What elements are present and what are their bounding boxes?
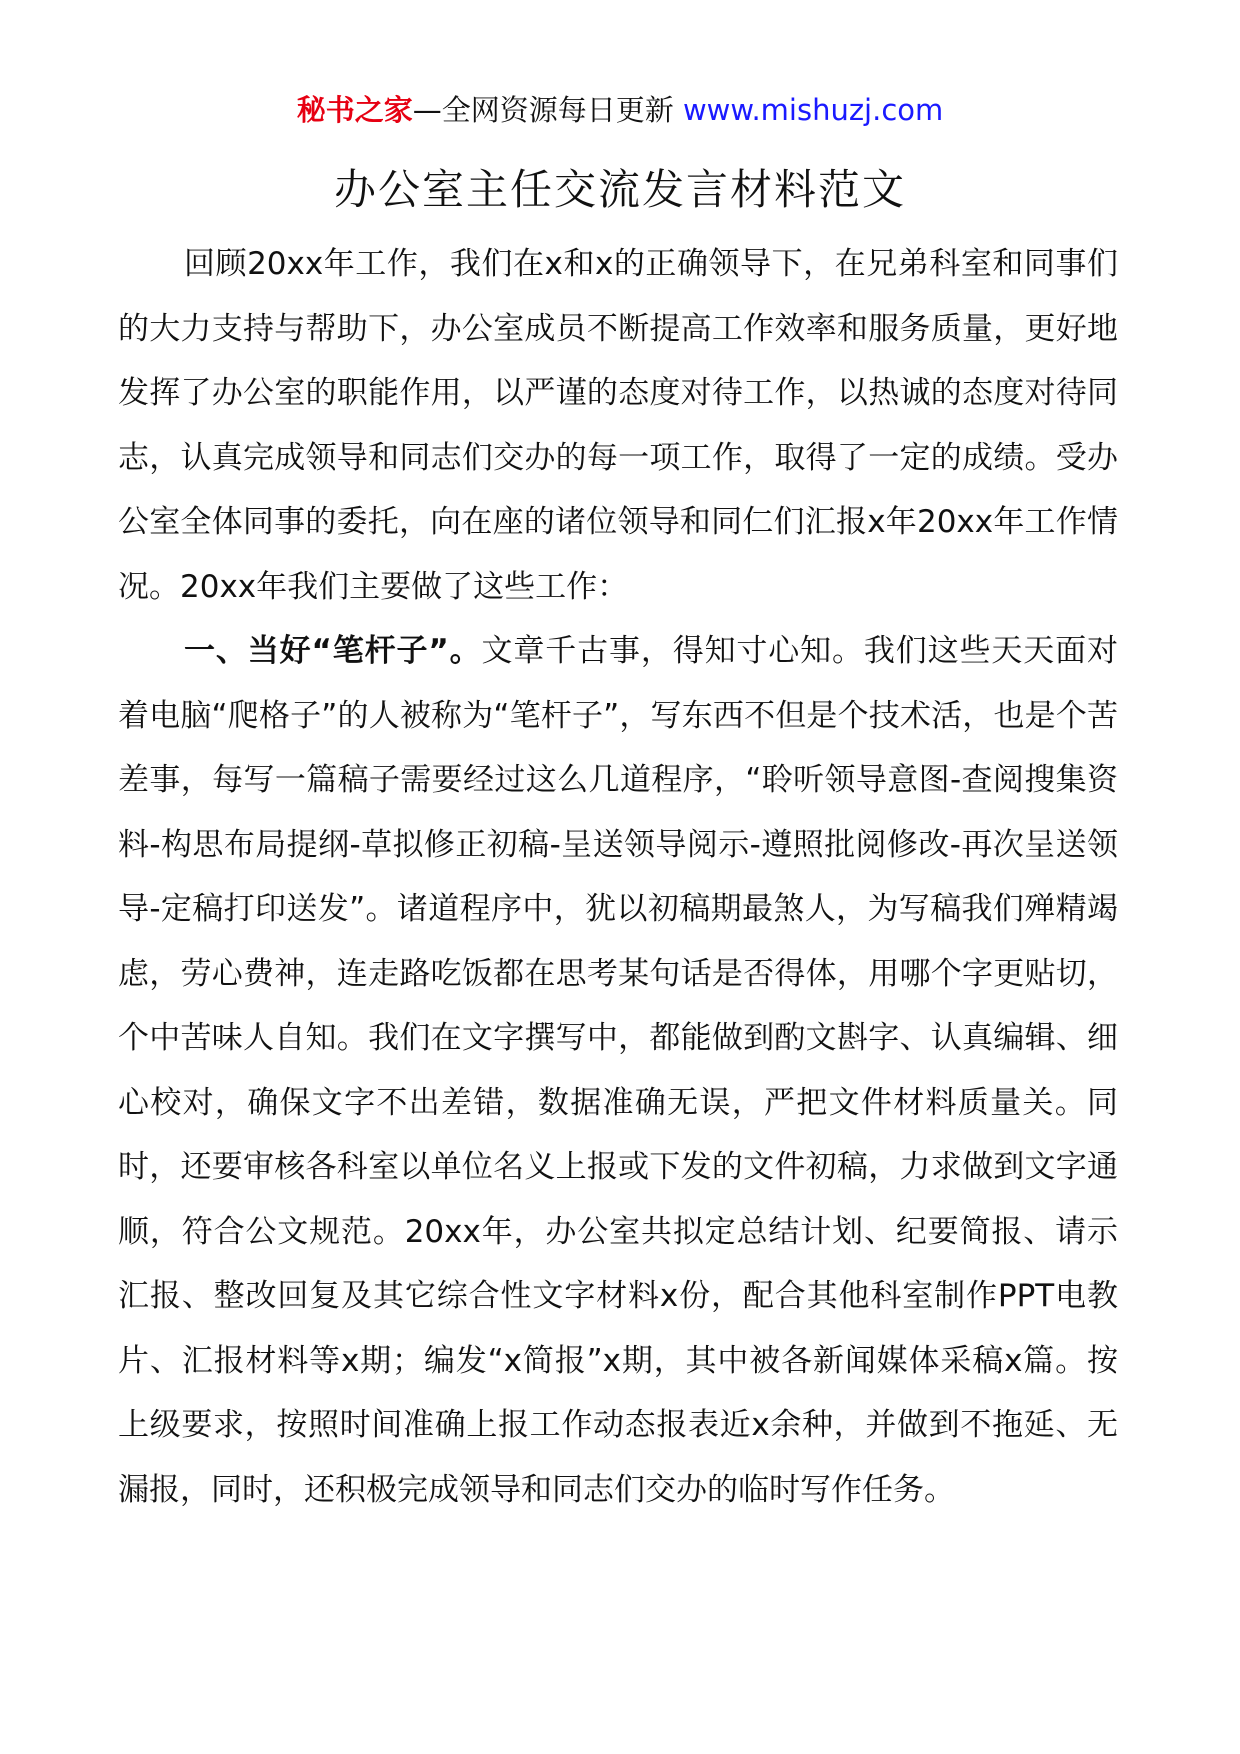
site-url-link[interactable]: www.mishuzj.com: [682, 93, 944, 127]
document-body: [118, 232, 1118, 1522]
intro-paragraph: 回顾20xx年工作，我们在x和x的正确领导下，在兄弟科室和同事们的大力支持与帮助下，办公室成员不断提高工作效率和服务质量，更好地发挥了办公室的职能作用，以严谨的态度对待工作，以热诚的态度对待同志，认真完成领导和同志们交办的每一项工作，取得了一定的成绩。受办公室全体同事的委托，向在座的诸位领导和同仁们汇报x年20xx年工作情况。20xx年我们主要做了这些工作：: [118, 246, 1118, 605]
section-1-text: 文章千古事，得知寸心知。我们这些天天面对着电脑“爬格子”的人被称为“笔杆子”，写东西不但是个技术活，也是个苦差事，每写一篇稿子需要经过这么几道程序，“聆听领导意图-查阅搜集资料-构思布局提纲-草拟修正初稿-呈送领导阅示-遵照批阅修改-再次呈送领导-定稿打印送发”。诸道程序中，犹以初稿期最煞人，为写稿我们殚精竭虑，劳心费神，连走路吃饭都在思考某句话是否得体，用哪个字更贴切，个中苦味人自知。我们在文字撰写中，都能做到酌文斟字、认真编辑、细心校对，确保文字不出差错，数据准确无误，严把文件材料质量关。同时，还要审核各科室以单位名义上报或下发的文件初稿，力求做到文字通顺，符合公文规范。20xx年，办公室共拟定总结计划、纪要简报、请示汇报、整改回复及其它综合性文字材料x份，配合其他科室制作PPT电教片、汇报材料等x期；编发“x简报”x期，其中被各新闻媒体采稿x篇。按上级要求，按照时间准确上报工作动态报表近x余种，并做到不拖延、无漏报，同时，还积极完成领导和同志们交办的临时写作任务。: [118, 633, 1119, 1508]
site-tagline: —全网资源每日更新: [412, 93, 683, 127]
document-title: 办公室主任交流发言材料范文: [333, 165, 906, 214]
section-1-paragraph: [118, 619, 1118, 1522]
site-brand: 秘书之家: [296, 93, 413, 127]
section-1-heading: 一、当好“笔杆子”。: [184, 633, 482, 669]
site-header: [0, 88, 1240, 132]
